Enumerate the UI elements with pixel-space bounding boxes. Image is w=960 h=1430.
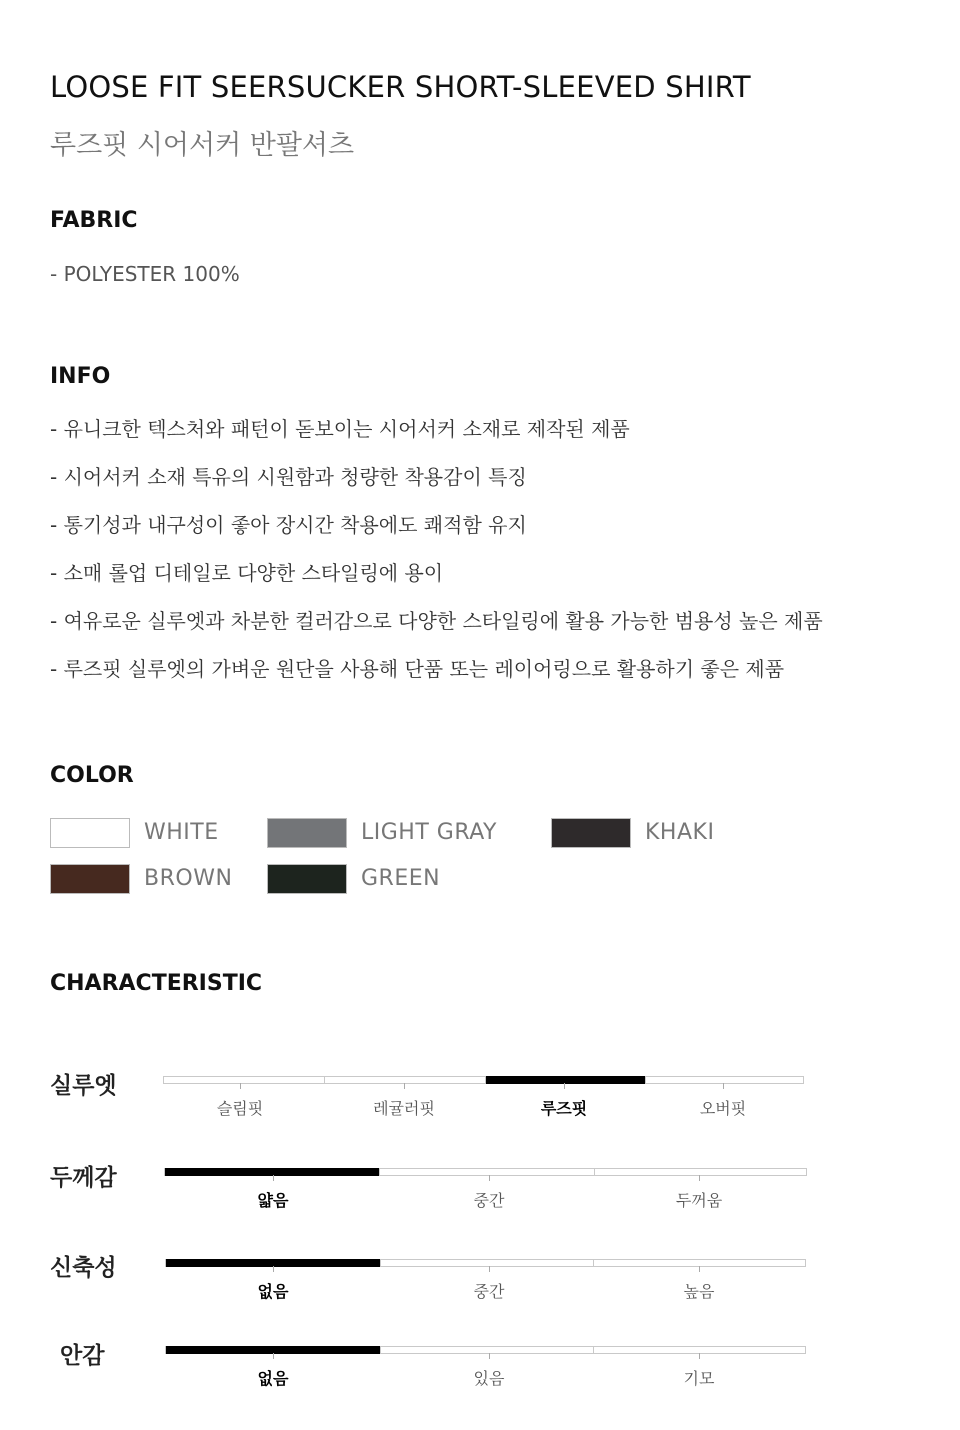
- char-scale-silhouette: [163, 1076, 804, 1084]
- fabric-line: - POLYESTER 100%: [50, 262, 240, 286]
- char-option-over: 오버핏: [699, 1099, 747, 1118]
- char-option-brushed: 기모: [683, 1369, 715, 1388]
- color-label-light-gray: LIGHT GRAY: [361, 820, 497, 845]
- char-option-medium: 중간: [473, 1282, 505, 1301]
- scale-tick: [564, 1083, 565, 1089]
- char-label-silhouette: 실루엣: [50, 1073, 117, 1099]
- char-scale-thickness: [164, 1168, 807, 1176]
- color-swatch-green: [267, 864, 347, 894]
- char-label-stretch: 신축성: [50, 1255, 117, 1281]
- scale-tick: [699, 1353, 700, 1359]
- color-label-white: WHITE: [144, 820, 219, 845]
- scale-segment: [379, 1168, 593, 1176]
- color-swatch-white: [50, 818, 130, 848]
- color-swatch-light-gray: [267, 818, 347, 848]
- char-option-thick: 두꺼움: [675, 1191, 723, 1210]
- char-option-medium: 중간: [473, 1191, 505, 1210]
- char-option-none: 없음: [257, 1369, 289, 1388]
- char-option-thin: 얇음: [257, 1191, 289, 1210]
- char-option-none: 없음: [257, 1282, 289, 1301]
- info-line-5: - 여유로운 실루엣과 차분한 컬러감으로 다양한 스타일링에 활용 가능한 범용성 높은 제품: [50, 609, 823, 633]
- fabric-heading: FABRIC: [50, 208, 138, 233]
- scale-segment: [594, 1168, 808, 1176]
- scale-tick: [723, 1083, 724, 1089]
- char-option-slim: 슬림핏: [216, 1099, 264, 1118]
- char-scale-stretch: [165, 1259, 806, 1267]
- scale-segment: [645, 1076, 805, 1084]
- product-title-en: LOOSE FIT SEERSUCKER SHORT-SLEEVED SHIRT: [50, 70, 751, 104]
- scale-tick: [699, 1266, 700, 1272]
- scale-tick: [273, 1353, 274, 1359]
- info-line-2: - 시어서커 소재 특유의 시원함과 청량한 착용감이 특징: [50, 465, 527, 489]
- char-option-regular: 레귤러핏: [373, 1099, 435, 1118]
- char-scale-lining: [165, 1346, 806, 1354]
- char-option-high: 높음: [683, 1282, 715, 1301]
- scale-tick: [489, 1353, 490, 1359]
- scale-segment: [593, 1346, 807, 1354]
- char-option-yes: 있음: [473, 1369, 505, 1388]
- scale-tick: [240, 1083, 241, 1089]
- info-line-4: - 소매 롤업 디테일로 다양한 스타일링에 용이: [50, 561, 444, 585]
- color-swatch-brown: [50, 864, 130, 894]
- scale-tick: [699, 1175, 700, 1181]
- scale-tick: [404, 1083, 405, 1089]
- char-label-thickness: 두께감: [50, 1165, 117, 1191]
- scale-segment: [380, 1259, 594, 1267]
- info-heading: INFO: [50, 364, 111, 389]
- scale-tick: [489, 1266, 490, 1272]
- product-title-ko: 루즈핏 시어서커 반팔셔츠: [50, 130, 355, 161]
- characteristic-heading: CHARACTERISTIC: [50, 971, 263, 996]
- scale-tick: [273, 1266, 274, 1272]
- color-label-green: GREEN: [361, 866, 441, 891]
- info-line-3: - 통기성과 내구성이 좋아 장시간 착용에도 쾌적함 유지: [50, 513, 527, 537]
- scale-tick: [273, 1175, 274, 1181]
- color-swatch-khaki: [551, 818, 631, 848]
- char-label-lining: 안감: [60, 1343, 105, 1369]
- color-label-brown: BROWN: [144, 866, 233, 891]
- info-line-6: - 루즈핏 실루엣의 가벼운 원단을 사용해 단품 또는 레이어링으로 활용하기 좋은 제품: [50, 657, 785, 681]
- scale-tick: [489, 1175, 490, 1181]
- scale-segment: [593, 1259, 807, 1267]
- scale-segment: [164, 1076, 324, 1084]
- scale-segment: [380, 1346, 594, 1354]
- info-line-1: - 유니크한 텍스처와 패턴이 돋보이는 시어서커 소재로 제작된 제품: [50, 417, 630, 441]
- color-label-khaki: KHAKI: [645, 820, 715, 845]
- char-option-loose: 루즈핏: [540, 1099, 588, 1118]
- color-heading: COLOR: [50, 763, 134, 788]
